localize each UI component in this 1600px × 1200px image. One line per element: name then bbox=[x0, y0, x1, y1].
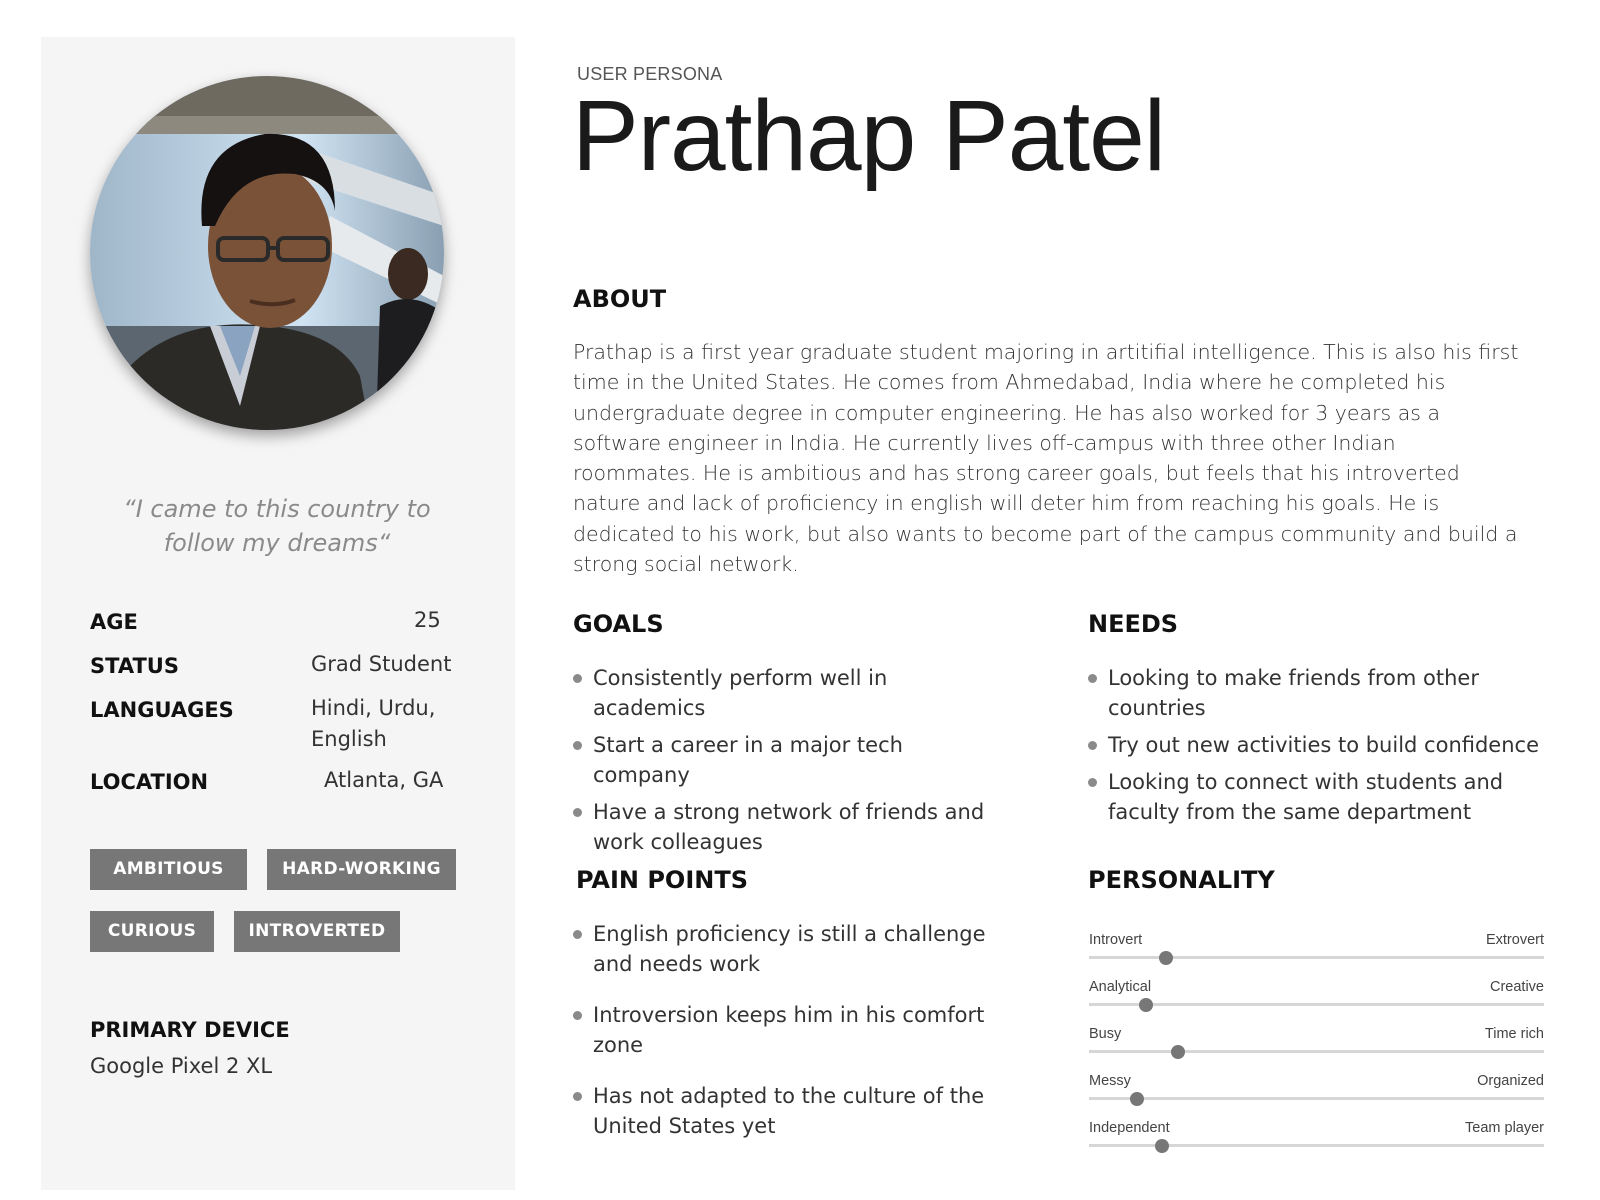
personality-slider bbox=[1089, 932, 1544, 972]
slider-track bbox=[1089, 1050, 1544, 1053]
list-item: Start a career in a major tech company bbox=[573, 730, 1003, 790]
avatar bbox=[90, 76, 444, 430]
fact-label-status: STATUS bbox=[90, 654, 179, 678]
trait-left-label: Messy bbox=[1089, 1073, 1131, 1089]
needs-list bbox=[1088, 663, 1548, 827]
personality-slider bbox=[1089, 979, 1544, 1019]
trait-right-label: Team player bbox=[1465, 1120, 1544, 1136]
goals-list bbox=[573, 663, 1003, 857]
fact-label-age: AGE bbox=[90, 610, 138, 634]
persona-quote: “I came to this country to follow my dreams“ bbox=[123, 495, 431, 557]
slider-knob bbox=[1171, 1045, 1185, 1059]
trait-right-label: Time rich bbox=[1484, 1026, 1544, 1042]
list-item: Has not adapted to the culture of the United States yet bbox=[573, 1081, 1003, 1141]
about-title: ABOUT bbox=[573, 285, 667, 313]
slider-track bbox=[1089, 956, 1544, 959]
slider-track bbox=[1089, 1097, 1544, 1100]
trait-right-label: Organized bbox=[1477, 1073, 1544, 1089]
fact-value-status: Grad Student bbox=[311, 652, 452, 676]
personality-slider bbox=[1089, 1120, 1544, 1160]
needs-title: NEEDS bbox=[1088, 610, 1179, 638]
slider-knob bbox=[1130, 1092, 1144, 1106]
trait-left-label: Independent bbox=[1089, 1120, 1170, 1136]
slider-track bbox=[1089, 1003, 1544, 1006]
trait-left-label: Busy bbox=[1089, 1026, 1122, 1042]
list-item: Consistently perform well in academics bbox=[573, 663, 1003, 723]
goals-title: GOALS bbox=[573, 610, 664, 638]
persona-kicker: USER PERSONA bbox=[577, 64, 723, 84]
about-text: Prathap is a first year graduate student majoring in artitifial intelligence. This is also his first time in the United States. He comes from Ahmedabad, India where he completed his undergraduate degree in computer engineering. He has also worked for 3 years as a software engineer in India. He currently lives off-campus with three other Indian roommates. He is ambitious and has strong career goals, but feels that his introverted nature and lack of proficiency in english will deter him from reaching his goals. He is dedicated to his work, but also wants to become part of the campus community and build a strong social network. bbox=[573, 340, 1519, 577]
list-item: Have a strong network of friends and work colleagues bbox=[573, 797, 1003, 857]
list-item: Looking to connect with students and faculty from the same department bbox=[1088, 767, 1548, 827]
list-item: Looking to make friends from other countries bbox=[1088, 663, 1548, 723]
personality-slider bbox=[1089, 1073, 1544, 1113]
trait-left-label: Introvert bbox=[1089, 932, 1143, 948]
slider-knob bbox=[1139, 998, 1153, 1012]
fact-value-age: 25 bbox=[414, 608, 441, 632]
list-item: English proficiency is still a challenge and needs work bbox=[573, 919, 1003, 979]
trait-tag: CURIOUS bbox=[90, 911, 214, 952]
pain-points-title: PAIN POINTS bbox=[576, 866, 748, 894]
avatar-photo bbox=[90, 76, 444, 430]
trait-left-label: Analytical bbox=[1089, 979, 1152, 995]
trait-tag: AMBITIOUS bbox=[90, 849, 247, 890]
primary-device-label: PRIMARY DEVICE bbox=[90, 1018, 290, 1042]
fact-value-location: Atlanta, GA bbox=[324, 768, 444, 792]
pain-points-list bbox=[573, 919, 1003, 1141]
fact-label-languages: LANGUAGES bbox=[90, 698, 234, 722]
slider-knob bbox=[1159, 951, 1173, 965]
personality-title: PERSONALITY bbox=[1088, 866, 1275, 894]
trait-tag: INTROVERTED bbox=[234, 911, 400, 952]
list-item: Try out new activities to build confidence bbox=[1088, 730, 1548, 760]
trait-right-label: Creative bbox=[1490, 979, 1544, 995]
fact-label-location: LOCATION bbox=[90, 770, 209, 794]
trait-right-label: Extrovert bbox=[1485, 932, 1544, 948]
trait-tag: HARD-WORKING bbox=[267, 849, 456, 890]
primary-device-value: Google Pixel 2 XL bbox=[90, 1054, 273, 1078]
persona-name: Prathap Patel bbox=[572, 80, 1165, 192]
list-item: Introversion keeps him in his comfort zone bbox=[573, 1000, 1003, 1060]
fact-value-languages: Hindi, Urdu, English bbox=[311, 696, 436, 751]
slider-knob bbox=[1155, 1139, 1169, 1153]
personality-slider bbox=[1089, 1026, 1544, 1066]
